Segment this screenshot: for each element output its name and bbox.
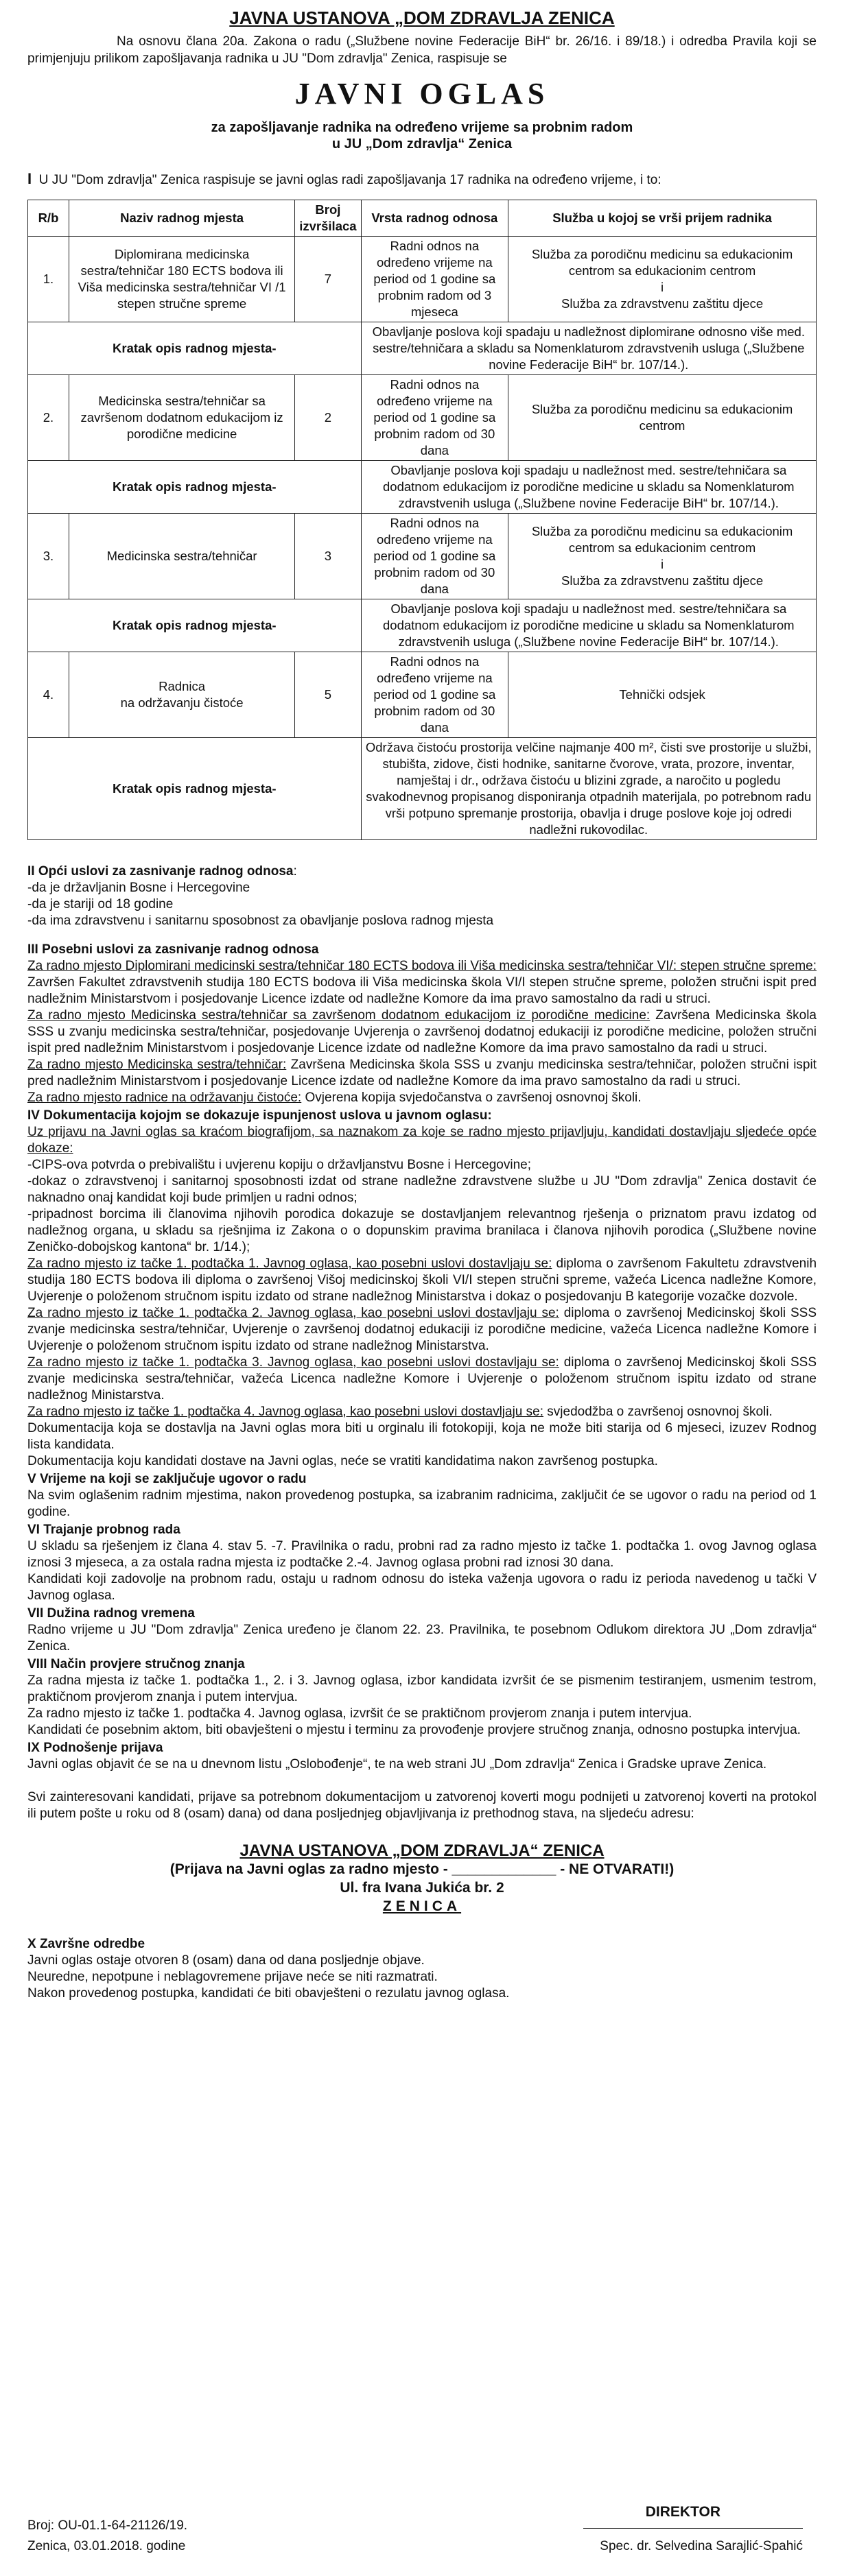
section-title: VI Trajanje probnog rada [27, 1523, 180, 1537]
section-probation: VI Trajanje probnog rada U skladu sa rješenjem iz člana 4. stav 5. -7. Pravilnika o radu, probni rad za radno mjesto iz tačke 1. podtačka 1. ovog Javnog oglasa iznosi 3 mjeseca, a za ostala radna mjesta iz podtačke 2.-4. Javnog oglasa probni rad iznosi 30 dana. Kandidati koji zadovolje na probnom radu, ostaju u radnom odnosu do isteka važenja ugovora o radu iz perioda navedenog u tački V Javnog oglasa. [27, 1523, 817, 1603]
row-sluzba: Služba za porodičnu medicinu sa edukacionim centrom sa edukacionim centrom i Služba za zdravstvenu zaštitu djece [508, 514, 817, 599]
address-city: ZENICA [382, 1898, 462, 1914]
reference-number: Broj: OU-01.1-64-21126/19. [27, 2518, 188, 2533]
table-row-opis [28, 461, 817, 514]
section-title: IX Podnošenje prijava [27, 1741, 163, 1755]
document-subtitle-2: u JU „Dom zdravlja“ Zenica [331, 136, 513, 152]
table-row-opis [28, 322, 817, 375]
row-vrsta: Radni odnos na određeno vrijeme na period od 1 godine sa probnim radom od 3 mjeseca [361, 237, 508, 322]
section-special-conditions: III Posebni uslovi za zasnivanje radnog odnosa Za radno mjesto Diplomirani medicinski sestra/tehničar 180 ECTS bodova ili Viša medicinska sestra/tehničar VI/: stepen stručne spreme: Završen Fakultet zdravstvenih studija 180 ECTS bodova ili Viša medicinska škola VI/I stepen stručne spreme, položen stručni ispit pred nadležnim Ministarstvom i posjedovanje Licence izdate od nadležne Komore da ima pravo samostalno da radi u struci. Za radno mjesto Medicinska sestra/tehničar sa završenom dodatnom edukacijom iz porodične medicine: Završena Medicinska škola SSS u zvanju medicinska sestra/tehničar, posjedovanje Uvjerenja o završenoj dodatnoj edukaciji iz porodične medicine, položen stručni ispit pred nadležnim Ministarstvom i posjedovanje Licence izdate od nadležne Komore da ima pravo samostalno da radi u struci. Za radno mjesto Medicinska sestra/tehničar: Završena Medicinska škola SSS u zvanju medicinska sestra/tehničar, položen stručni ispit pred nadležnim Ministarstvom i posjedovanje Licence izdate od nadležne Komore da ima pravo samostalno da radi u struci. Za radno mjesto radnice na održavanju čistoće: Ovjerena kopija svjedočanstva o završenoj osnovnoj školi. [27, 942, 817, 1105]
document-page [27, 0, 817, 2002]
application-address [27, 1841, 817, 1916]
table-row [28, 237, 817, 322]
header-naziv: Naziv radnog mjesta [69, 200, 294, 237]
header-sluzba: Služba u kojoj se vrši prijem radnika [508, 200, 817, 237]
positions-table [27, 200, 817, 840]
section-number: I [27, 170, 32, 187]
signature-line [583, 2528, 803, 2529]
document-subtitle-1: za zapošljavanje radnika na određeno vrijeme sa probnim radom [211, 120, 633, 135]
row-opis: Obavljanje poslova koji spadaju u nadležnost diplomirane odnosno više med. sestre/tehničara a skladu sa Nomenklaturom zdravstvenih usluga („Službene novine Federacije BiH“ br. 107/14.). [361, 322, 816, 375]
section-title: VII Dužina radnog vremena [27, 1606, 195, 1621]
reference-block [27, 2516, 187, 2557]
row-sluzba: Služba za porodičnu medicinu sa edukacionim centrom [508, 375, 817, 461]
document-title: JAVNI OGLAS [294, 77, 550, 110]
header-rb: R/b [28, 200, 69, 237]
row-naziv: Diplomirana medicinska sestra/tehničar 180 ECTS bodova ili Viša medicinska sestra/tehničar VI /1 stepen stručne spreme [69, 237, 294, 322]
section-general-conditions: II Opći uslovi za zasnivanje radnog odnosa: -da je državljanin Bosne i Hercegovine -da je stariji od 18 godine -da ima zdravstvenu i sanitarnu sposobnost za obavljanje poslova radnog mjesta [27, 863, 817, 929]
section-knowledge-check: VIII Način provjere stručnog znanja Za radna mjesta iz tačke 1. podtačka 1., 2. i 3. Javnog oglasa, izbor kandidata izvršit će se pismenim testiranjem, usmenim testrom, praktičnom provjerom znanja i putem intervjua. Za radno mjesto iz tačke 1. podtačka 4. Javnog oglasa, izvršit će se praktičnom provjerom znanja i putem intervjua. Kandidati će posebnim aktom, biti obavješteni o mjestu i terminu za provođenje provjere stručnog znanja, odnosno postupka intervjua. [27, 1657, 817, 1737]
address-note: (Prijava na Javni oglas za radno mjesto - _____________ - NE OTVARATI!) [169, 1861, 675, 1877]
table-header-row [28, 200, 817, 237]
section-title: X Završne odredbe [27, 1937, 145, 1951]
section-title: III Posebni uslovi za zasnivanje radnog odnosa [27, 942, 319, 957]
section-working-hours: VII Dužina radnog vremena Radno vrijeme u JU "Dom zdravlja" Zenica uređeno je članom 22. 23. Pravilnika, te posebnom Odlukom direktora JU „Dom zdravlja“ Zenica. [27, 1606, 817, 1654]
list-item: -da ima zdravstvenu i sanitarnu sposobnost za obavljanje poslova radnog mjesta [27, 914, 494, 928]
institution-header: JAVNA USTANOVA „DOM ZDRAVLJA ZENICA [229, 8, 615, 28]
row-rb: 4. [28, 652, 69, 738]
section-title: VIII Način provjere stručnog znanja [27, 1657, 245, 1671]
document-date: Zenica, 03.01.2018. godine [27, 2539, 186, 2553]
opis-label: Kratak opis radnog mjesta- [28, 599, 362, 652]
section-documentation: IV Dokumentacija kojojm se dokazuje ispunjenost uslova u javnom oglasu: Uz prijavu na Javni oglas sa kraćom biografijom, sa naznakom za koje se radno mjesto prijavljuju, kandidati dostavljaju sljedeće opće dokaze: -CIPS-ova potvrda o prebivalištu i uvjerenu kopiju o državljanstvu Bosne i Hercegovine; -dokaz o zdravstvenoj i sanitarnoj sposobnosti izdat od strane nadležne zdravstvene službe u JU "Dom zdravlja" Zenica dostavit će naknadno onaj kandidat koji bude primljen u radni odnos; -pripadnost borcima ili članovima njihovih porodica dokazuje se dostavljanjem relevantnog rješenja o priznatom pravu izdatog od nadležnog organa, u skladu sa rješnjima iz Zakona o o dopunskim pravima branilaca i članova njihovih porodica („Službene novine Zeničko-dobojskog kantona“ br. 1/14.); Za radno mjesto iz tačke 1. podtačka 1. Javnog oglasa, kao posebni uslovi dostavljaju se: diploma o završenom Fakultetu zdravstvenih studija 180 ECTS bodova ili diploma o završenoj Višoj medicinskoj školi VI/I stepen stručni spreme, važeća Licenca nadležne Komore, Uvjerenje o položenom stručnom ispitu izdato od strane nadležnog Ministarstva i dokaz o posjedovanju B kategorije vozačke dozvole. Za radno mjesto iz tačke 1. podtačka 2. Javnog oglasa, kao posebni uslovi dostavljaju se: diploma o završenoj Medicinskoj školi SSS zvanje medicinska sestra/tehničar, Uvjerenje o završenoj dodatnoj edukaciji iz porodične medicine, važeća Licenca nadležne Komore i Uvjerenje o položenom stručnom ispitu izdato od strane nadležnog Ministarstva. Za radno mjesto iz tačke 1. podtačka 3. Javnog oglasa, kao posebni uslovi dostavljaju se: diploma o završenoj Medicinskoj školi SSS zvanje medicinska sestra/tehničar, važeća Licenca nadležne Komore i Uvjerenje o položenom stručnom ispitu izdato od strane nadležnog Ministarstva. Za radno mjesto iz tačke 1. podtačka 4. Javnog oglasa, kao posebni uslovi dostavljaju se: svjedodžba o završenoj osnovnoj školi. Dokumentacija koja se dostavlja na Javni oglas mora biti u orginalu ili fotokopiji, koja ne može biti starija od 6 mjeseci, izuzev Rodnog lista kandidata. Dokumentacija koju kandidati dostave na Javni oglas, neće se vratiti kandidatima nakon završenog postupka. [27, 1108, 817, 1468]
section-contract-period: V Vrijeme na koji se zaključuje ugovor o radu Na svim oglašenim radnim mjestima, nakon provedenog postupka, sa izabranim radnicima, zaključit će se ugovor o radu na period od 1 godine. [27, 1472, 817, 1519]
section-applications: IX Podnošenje prijava Javni oglas objavit će se na u dnevnom listu „Oslobođenje“, te na web strani JU „Dom zdravlja“ Zenica i Gradske uprave Zenica. Svi zainteresovani kandidati, prijave sa potrebnom dokumentacijom u zatvorenoj koverti mogu podnijeti u zatvorenoj koverti na protokol ili putem pošte u roku od 8 (osam) dana) od dana posljednjeg objavljivanja iz prethodnog stava, na sljedeću adresu: [27, 1741, 817, 1821]
intro-paragraph [27, 33, 817, 67]
section-title: V Vrijeme na koji se zaključuje ugovor o radu [27, 1472, 307, 1486]
list-item: -da je stariji od 18 godine [27, 897, 174, 911]
row-rb: 2. [28, 375, 69, 461]
row-naziv: Medicinska sestra/tehničar [69, 514, 294, 599]
opis-label: Kratak opis radnog mjesta- [28, 461, 362, 514]
row-opis: Održava čistoću prostorija velčine najmanje 400 m², čisti sve prostorije u službi, stubišta, zidove, čisti hodnike, sanitarne čvorove, vrata, prozore, inventar, namještaj i dr., održava čistoću u blizini zgrade, a naročito u pogledu svakodnevnog propisanog disponiranja otpadnih materijala, po potrebnom radu vrši potpuno spremanje prostorija, obavlja i druge poslove koje joj odredi nadležni rukovodilac. [361, 738, 816, 840]
row-naziv: Medicinska sestra/tehničar sa završenom dodatnom edukacijom iz porodične medicine [69, 375, 294, 461]
row-broj: 5 [295, 652, 361, 738]
row-vrsta: Radni odnos na određeno vrijeme na period od 1 godine sa probnim radom od 30 dana [361, 375, 508, 461]
opis-label: Kratak opis radnog mjesta- [28, 738, 362, 840]
row-broj: 2 [295, 375, 361, 461]
director-title: DIREKTOR [645, 2504, 720, 2520]
row-sluzba: Tehnički odsjek [508, 652, 817, 738]
table-row [28, 652, 817, 738]
section-title: IV Dokumentacija kojojm se dokazuje ispunjenost uslova u javnom oglasu: [27, 1108, 492, 1123]
row-rb: 3. [28, 514, 69, 599]
table-row-opis [28, 738, 817, 840]
row-opis: Obavljanje poslova koji spadaju u nadležnost med. sestre/tehničara sa dodatnom edukacijom iz porodične medicine u skladu sa Nomenklaturom zdravstvenih usluga („Službene novine Federacije BiH“ br. 107/14.). [361, 599, 816, 652]
opis-label: Kratak opis radnog mjesta- [28, 322, 362, 375]
row-opis: Obavljanje poslova koji spadaju u nadležnost med. sestre/tehničara sa dodatnom edukacijom iz porodične medicine u skladu sa Nomenklaturom zdravstvenih usluga („Službene novine Federacije BiH“ br. 107/14.). [361, 461, 816, 514]
document-footer [27, 2483, 817, 2572]
table-row-opis [28, 599, 817, 652]
intro-text: Na osnovu člana 20a. Zakona o radu („Službene novine Federacije BiH“ br. 26/16. i 89/18.) i odredba Pravila koji se primjenjuju prilikom zapošljavanja radnika u JU "Dom zdravlja" Zenica, raspisuje se [27, 34, 817, 66]
table-row [28, 514, 817, 599]
row-broj: 7 [295, 237, 361, 322]
lead-paragraph [27, 170, 817, 189]
row-naziv: Radnica na održavanju čistoće [69, 652, 294, 738]
row-vrsta: Radni odnos na određeno vrijeme na period od 1 godine sa probnim radom od 30 dana [361, 514, 508, 599]
list-item: -da je državljanin Bosne i Hercegovine [27, 881, 250, 895]
row-vrsta: Radni odnos na određeno vrijeme na period od 1 godine sa probnim radom od 30 dana [361, 652, 508, 738]
row-rb: 1. [28, 237, 69, 322]
row-broj: 3 [295, 514, 361, 599]
section-title: II Opći uslovi za zasnivanje radnog odnosa [27, 864, 294, 879]
director-name: Spec. dr. Selvedina Sarajlić-Spahić [600, 2539, 803, 2553]
lead-text: U JU "Dom zdravlja" Zenica raspisuje se javni oglas radi zapošljavanja 17 radnika na određeno vrijeme, i to: [38, 173, 661, 187]
table-row [28, 375, 817, 461]
row-sluzba: Služba za porodičnu medicinu sa edukacionim centrom sa edukacionim centrom i Služba za zdravstvenu zaštitu djece [508, 237, 817, 322]
header-vrsta: Vrsta radnog odnosa [361, 200, 508, 237]
address-institution: JAVNA USTANOVA „DOM ZDRAVLJA“ ZENICA [239, 1841, 605, 1860]
address-street: Ul. fra Ivana Jukića br. 2 [340, 1880, 504, 1896]
header-broj: Broj izvršilaca [295, 200, 361, 237]
section-final-provisions: X Završne odredbe Javni oglas ostaje otvoren 8 (osam) dana od dana posljednje objave. Neuredne, nepotpune i neblagovremene prijave neće se niti razmatrati. Nakon provedenog postupka, kandidati će biti obavješteni o rezulatu javnog oglasa. [27, 1936, 817, 2002]
